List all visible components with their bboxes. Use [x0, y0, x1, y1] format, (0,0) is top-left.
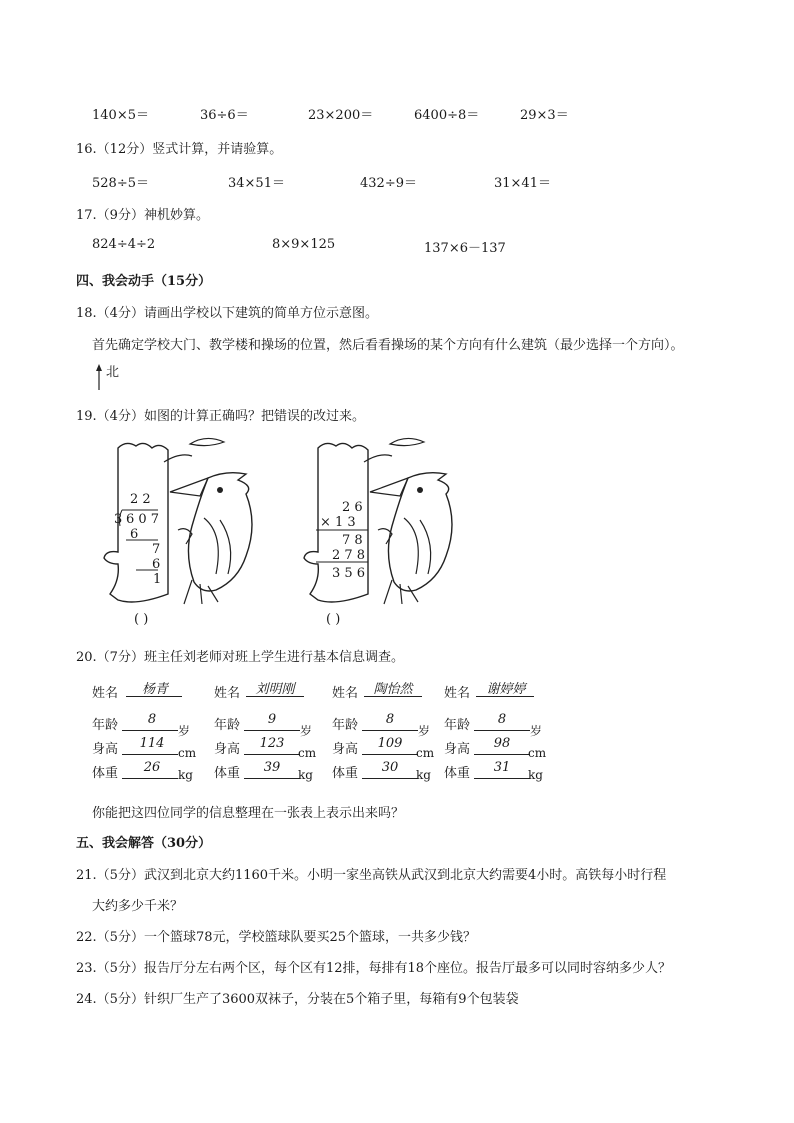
height-underline — [474, 754, 530, 755]
height-label: 身高 — [92, 742, 119, 757]
name-label: 姓名 — [332, 686, 359, 701]
question-20-prompt: 你能把这四位同学的信息整理在一张表上表示出来吗？ — [92, 806, 405, 821]
equation: 140×5＝ — [92, 108, 149, 123]
division-quotient: 2 2 — [130, 492, 151, 507]
age-unit: 岁 — [178, 724, 191, 738]
student-height: 114 — [139, 736, 165, 751]
north-label: 北 — [106, 365, 120, 380]
weight-label: 体重 — [332, 766, 359, 781]
weight-underline — [474, 778, 530, 779]
student-card — [332, 676, 462, 786]
equation: 29×3＝ — [520, 108, 569, 123]
question-18-title: 18.（4分）请画出学校以下建筑的简单方位示意图。 — [76, 306, 378, 321]
age-underline — [244, 730, 300, 731]
student-weight: 39 — [263, 760, 281, 775]
height-unit: cm — [528, 746, 547, 760]
question-20-title: 20.（7分）班主任刘老师对班上学生进行基本信息调查。 — [76, 650, 404, 665]
student-weight: 31 — [493, 760, 511, 775]
expression: 137×6－137 — [424, 241, 506, 256]
student-card — [92, 676, 222, 786]
height-unit: cm — [298, 746, 317, 760]
student-name: 杨青 — [141, 682, 168, 697]
weight-unit: kg — [416, 768, 431, 782]
question-24: 24.（5分）针织厂生产了3600双袜子，分装在5个箱子里，每箱有9个包装袋 — [76, 992, 519, 1007]
answer-parentheses: ( ) — [134, 612, 149, 627]
age-unit: 岁 — [300, 724, 313, 738]
student-name: 刘明刚 — [255, 682, 295, 697]
student-name: 陶怡然 — [373, 682, 413, 697]
expression: 8×9×125 — [272, 237, 336, 252]
height-label: 身高 — [332, 742, 359, 757]
equation: 6400÷8＝ — [414, 108, 480, 123]
question-21: 21.（5分）武汉到北京大约1160千米。小明一家坐高铁从武汉到北京大约需要4小时。高铁每小时行程 — [76, 868, 667, 883]
name-label: 姓名 — [214, 686, 241, 701]
age-label: 年龄 — [332, 718, 359, 733]
age-label: 年龄 — [214, 718, 241, 733]
weight-underline — [362, 778, 418, 779]
student-height: 109 — [377, 736, 403, 751]
name-underline — [364, 696, 422, 697]
multiplication-partial: 7 8 — [342, 533, 363, 548]
age-label: 年龄 — [444, 718, 471, 733]
question-19-title: 19.（4分）如图的计算正确吗？把错误的改过来。 — [76, 409, 365, 424]
equation: 528÷5＝ — [92, 176, 149, 191]
weight-unit: kg — [298, 768, 313, 782]
division-remainder: 1 — [153, 572, 162, 587]
multiplication-operand: 2 6 — [342, 500, 363, 515]
division-dividend: 6 0 7 — [126, 512, 160, 527]
name-underline — [246, 696, 304, 697]
age-label: 年龄 — [92, 718, 119, 733]
height-unit: cm — [178, 746, 197, 760]
weight-label: 体重 — [444, 766, 471, 781]
height-underline — [122, 754, 178, 755]
height-label: 身高 — [444, 742, 471, 757]
equation: 23×200＝ — [308, 108, 374, 123]
expression: 824÷4÷2 — [92, 237, 156, 252]
weight-underline — [122, 778, 178, 779]
age-underline — [362, 730, 418, 731]
multiplication-operand: × 1 3 — [320, 515, 356, 530]
name-underline — [476, 696, 534, 697]
student-weight: 26 — [143, 760, 161, 775]
student-name: 谢婷婷 — [486, 682, 526, 697]
student-height: 98 — [493, 736, 511, 751]
division-step: 7 — [152, 542, 161, 557]
multiplication-result: 3 5 6 — [332, 566, 366, 581]
equation: 31×41＝ — [494, 176, 551, 191]
north-arrow-icon — [94, 364, 104, 390]
age-underline — [122, 730, 178, 731]
age-underline — [474, 730, 530, 731]
equation: 432÷9＝ — [360, 176, 417, 191]
name-underline — [126, 696, 182, 697]
name-label: 姓名 — [92, 686, 119, 701]
equation: 36÷6＝ — [200, 108, 249, 123]
weight-unit: kg — [178, 768, 193, 782]
question-22: 22.（5分）一个篮球78元，学校篮球队要买25个篮球，一共多少钱？ — [76, 930, 477, 945]
student-age: 8 — [385, 712, 395, 727]
student-age: 8 — [147, 712, 157, 727]
student-age: 9 — [267, 712, 277, 727]
answer-parentheses: ( ) — [326, 612, 341, 627]
woodpecker-division-figure — [96, 434, 266, 608]
weight-unit: kg — [528, 768, 543, 782]
division-divisor: 3 — [114, 512, 123, 527]
woodpecker-multiplication-figure — [296, 434, 466, 608]
student-card — [444, 676, 574, 786]
student-height: 123 — [259, 736, 285, 751]
question-16-title: 16.（12分）竖式计算，并请验算。 — [76, 142, 283, 157]
age-unit: 岁 — [418, 724, 431, 738]
name-label: 姓名 — [444, 686, 471, 701]
multiplication-partial: 2 7 8 — [332, 548, 366, 563]
question-23: 23.（5分）报告厅分左右两个区，每个区有12排，每排有18个座位。报告厅最多可以同时容纳多少人？ — [76, 961, 672, 976]
student-weight: 30 — [381, 760, 399, 775]
division-step: 6 — [130, 527, 139, 542]
weight-label: 体重 — [92, 766, 119, 781]
height-unit: cm — [416, 746, 435, 760]
height-underline — [362, 754, 418, 755]
section-heading: 五、我会解答（30分） — [76, 836, 212, 851]
student-age: 8 — [497, 712, 507, 727]
equation: 34×51＝ — [228, 176, 285, 191]
question-18-description: 首先确定学校大门、教学楼和操场的位置，然后看看操场的某个方向有什么建筑（最少选择一个方向）。 — [92, 338, 684, 353]
division-step: 6 — [152, 557, 161, 572]
student-card — [214, 676, 344, 786]
weight-label: 体重 — [214, 766, 241, 781]
age-unit: 岁 — [530, 724, 543, 738]
weight-underline — [244, 778, 300, 779]
question-17-title: 17.（9分）神机妙算。 — [76, 208, 209, 223]
height-label: 身高 — [214, 742, 241, 757]
question-21-continued: 大约多少千米？ — [92, 899, 184, 914]
height-underline — [244, 754, 300, 755]
section-heading: 四、我会动手（15分） — [76, 274, 212, 289]
